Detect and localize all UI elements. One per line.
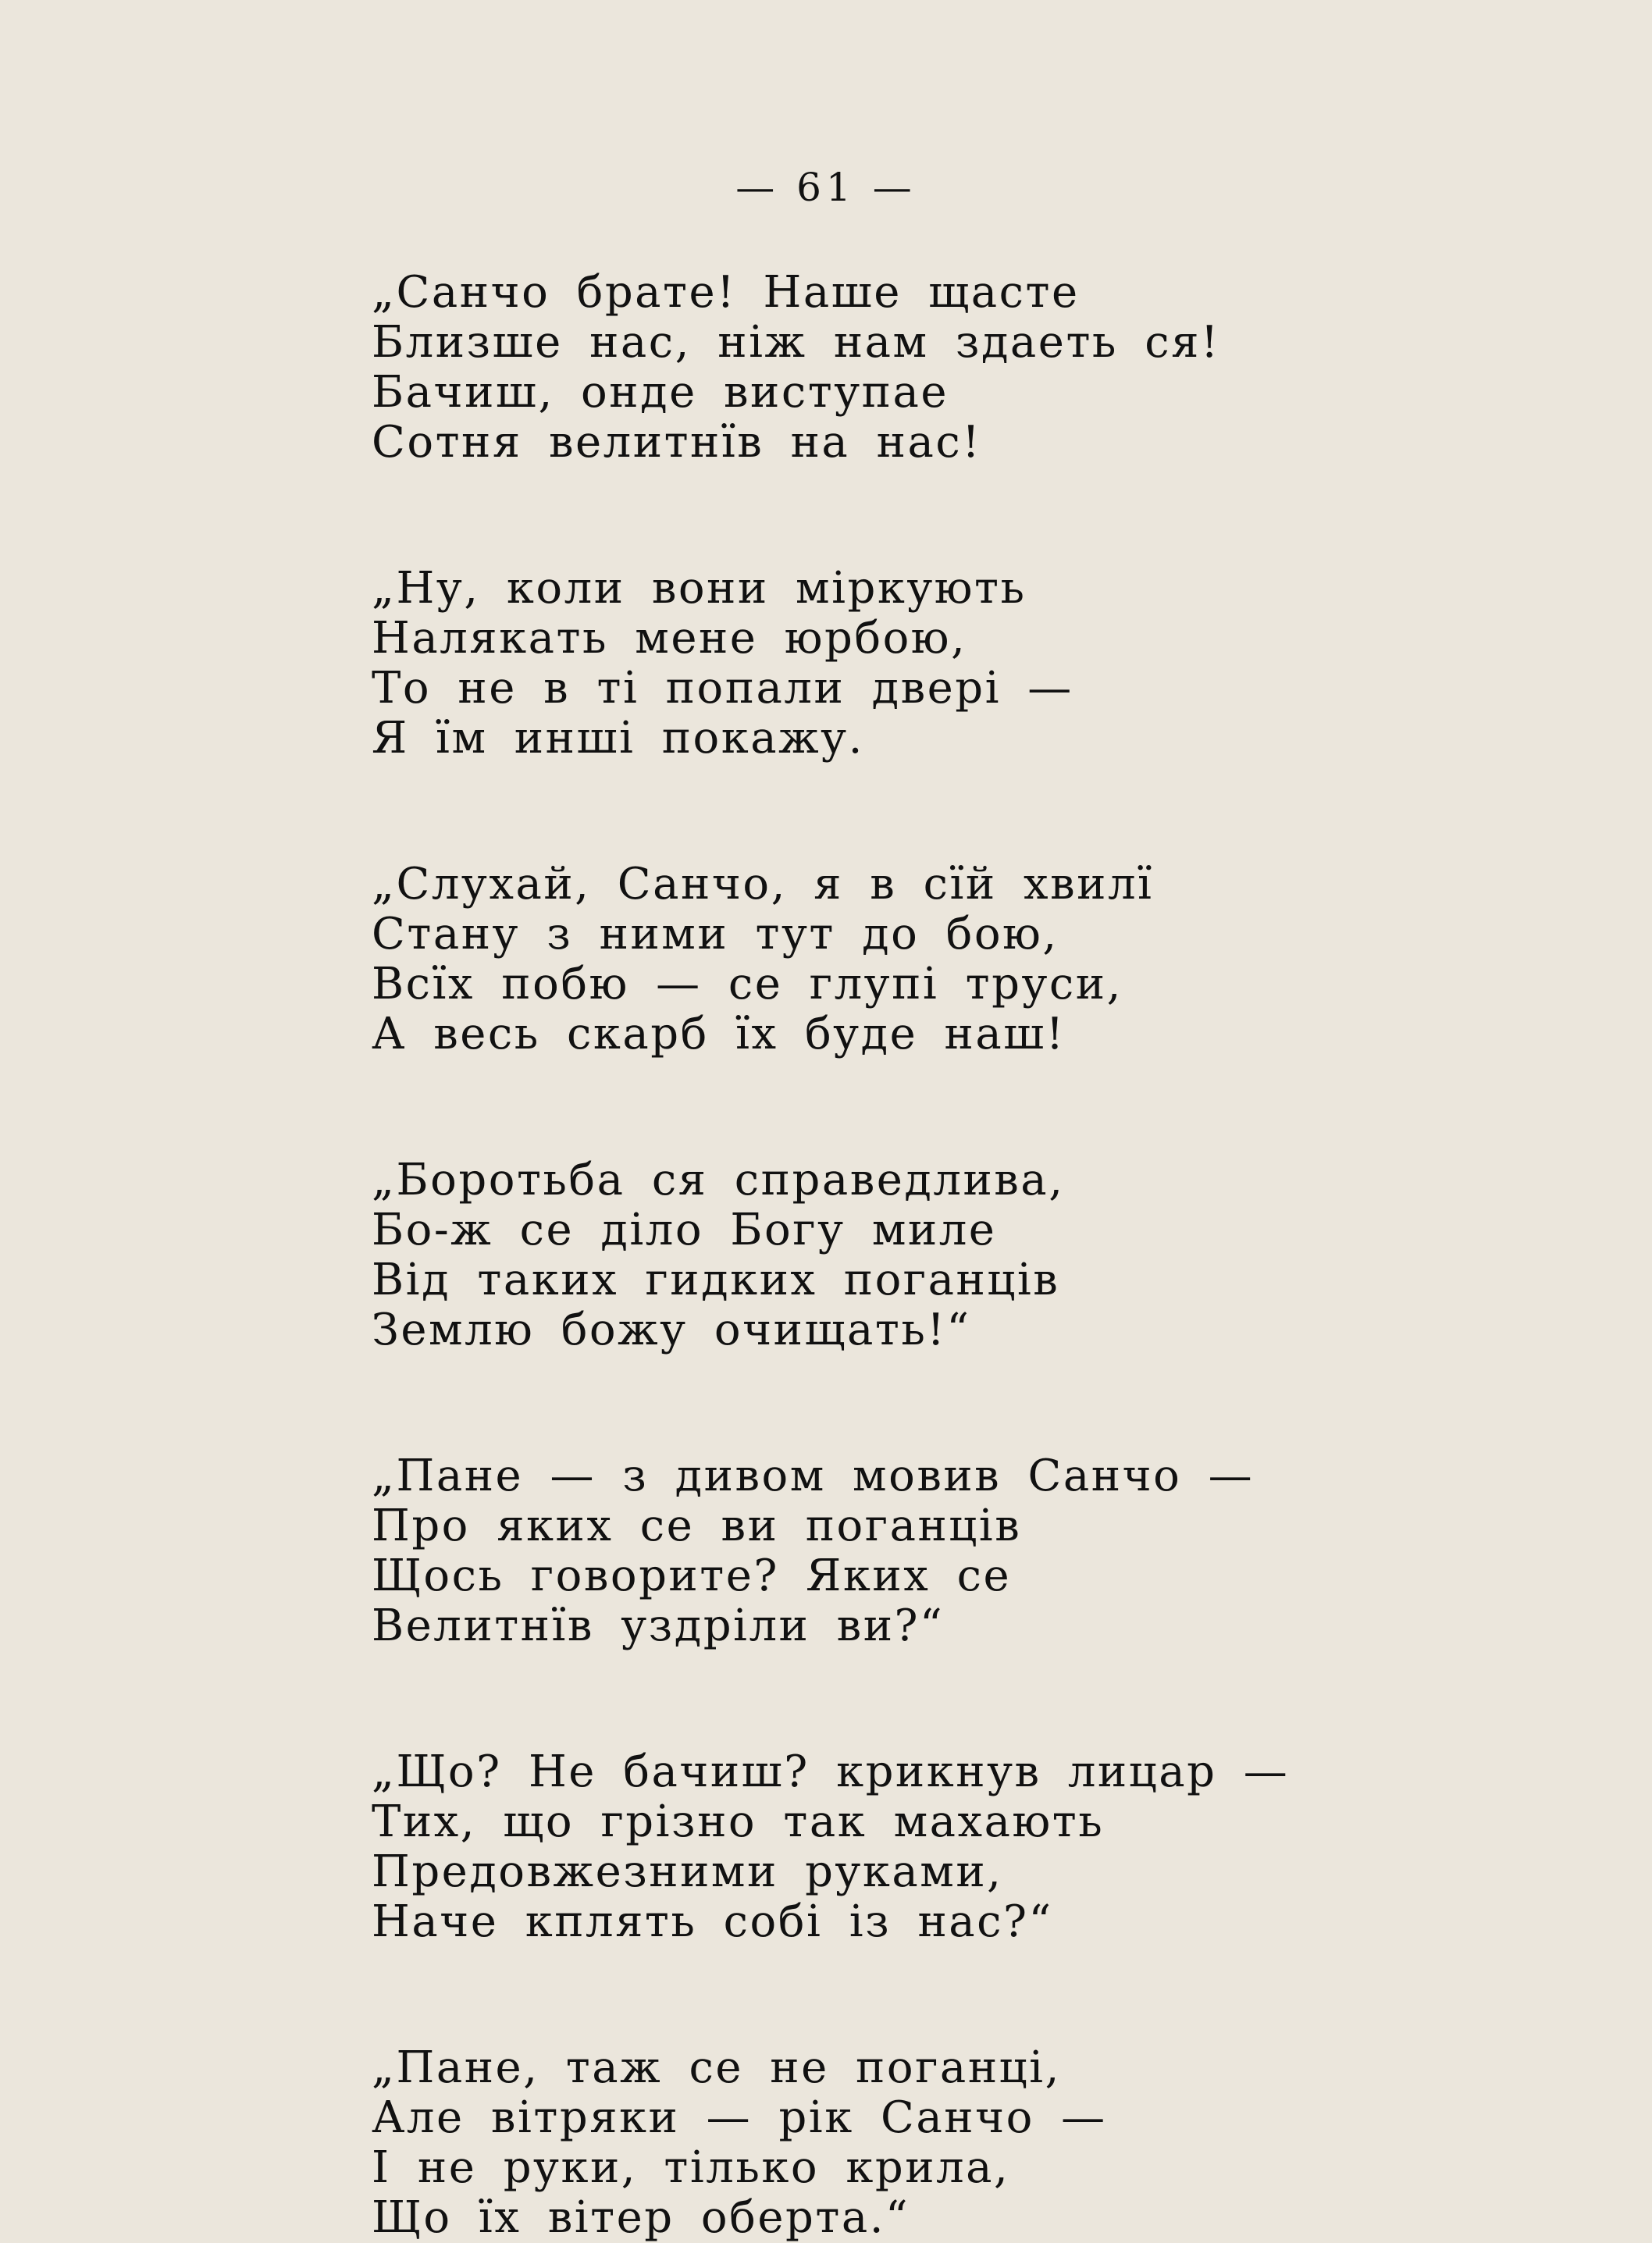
poem-line: „Слухай, Санчо, я в сїй хвилї — [372, 859, 1154, 910]
poem-line: Землю божу очищать!“ — [372, 1305, 971, 1355]
poem-line: Наче кплять собі із нас?“ — [372, 1896, 1053, 1947]
stanza-1 — [372, 268, 1379, 468]
poem-line: Щось говорите? Яких се — [372, 1551, 1012, 1601]
poem-line: „Пане — з дивом мовив Санчо — — [372, 1451, 1255, 1501]
poem-line: Я їм инші покажу. — [372, 713, 864, 764]
poem-line: Налякать мене юрбою, — [372, 613, 967, 664]
poem-line: Бачиш, онде виступае — [372, 367, 949, 418]
poem-line: „Санчо брате! Наше щасте — [372, 267, 1080, 318]
stanza-5 — [372, 1451, 1379, 1651]
poem-line: „Ну, коли вони міркують — [372, 563, 1027, 614]
stanza-4 — [372, 1155, 1379, 1355]
poem-line: Від таких гидких поганців — [372, 1255, 1060, 1305]
poem-line: Бо-ж се діло Богу миле — [372, 1205, 997, 1255]
poem-line: І не руки, тілько крила, — [372, 2142, 1010, 2193]
poem — [372, 268, 1379, 2243]
poem-line: „Що? Не бачиш? крикнув лицар — — [372, 1746, 1290, 1797]
stanza-2 — [372, 564, 1379, 764]
poem-line: Про яких се ви поганців — [372, 1501, 1022, 1551]
poem-line: Предовжезними руками, — [372, 1846, 1003, 1897]
poem-line: Що їх вітер оберта.“ — [372, 2192, 910, 2243]
poem-line: Всїх побю — се глупі труси, — [372, 959, 1123, 1009]
poem-line: Стану з ними тут до бою, — [372, 909, 1059, 960]
poem-line: „Боротьба ся справедлива, — [372, 1155, 1065, 1205]
poem-line: Але вітряки — рік Санчо — — [372, 2092, 1107, 2143]
stanza-6 — [372, 1747, 1379, 1947]
stanza-7 — [372, 2043, 1379, 2243]
poem-line: То не в ті попали двері — — [372, 663, 1073, 714]
poem-line: „Пане, таж се не поганці, — [372, 2042, 1061, 2093]
page-number: — 61 — — [735, 165, 917, 210]
poem-line: А весь скарб їх буде наш! — [372, 1009, 1066, 1059]
poem-line: Сотня велитнїв на нас! — [372, 417, 982, 468]
poem-line: Тих, що грізно так махають — [372, 1796, 1105, 1847]
stanza-3 — [372, 860, 1379, 1059]
poem-line: Велитнїв уздріли ви?“ — [372, 1600, 945, 1651]
poem-line: Близше нас, ніж нам здаеть ся! — [372, 317, 1220, 368]
